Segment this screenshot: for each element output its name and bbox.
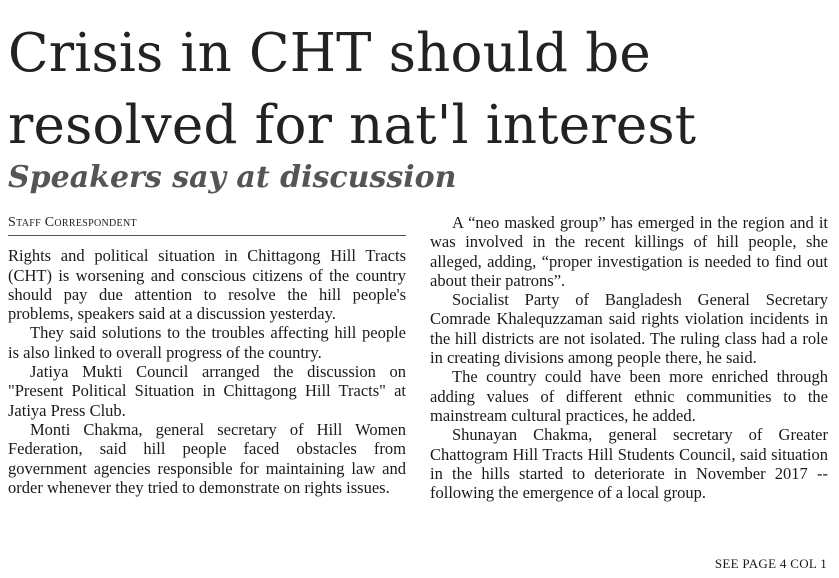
- paragraph: Rights and political situation in Chittagong Hill Tracts (CHT) is worsening and conscious citizens of the country should pay due attention to resolve the hill people's problems, speakers said at a discussion yesterday.: [8, 246, 406, 324]
- paragraph: Shunayan Chakma, general secretary of Greater Chattogram Hill Tracts Hill Students Council, said situation in the hills started to deteriorate in November 2017 -- following the emergence of a local group.: [430, 425, 828, 503]
- paragraph: A “neo masked group” has emerged in the region and it was involved in the recent killings of hill people, she alleged, adding, “proper investigation is needed to find out about their patrons”.: [430, 213, 828, 290]
- right-column: [430, 213, 828, 502]
- article-subheadline: Speakers say at discussion: [8, 160, 457, 195]
- paragraph: They said solutions to the troubles affecting hill people is also linked to overall progress of the country.: [8, 323, 406, 362]
- left-column: [8, 213, 406, 497]
- paragraph: The country could have been more enriched through adding values of different ethnic communities to the mainstream cultural practices, he added.: [430, 367, 828, 425]
- article-headline: Crisis in CHT should be resolved for nat'l interest: [8, 23, 697, 156]
- paragraph: Monti Chakma, general secretary of Hill Women Federation, said hill people faced obstacles from government agencies responsible for maintaining law and order whenever they tried to demonstrate on rights issues.: [8, 419, 406, 497]
- continuation-note: SEE PAGE 4 COL 1: [714, 556, 827, 571]
- paragraph: Jatiya Mukti Council arranged the discussion on "Present Political Situation in Chittagong Hill Tracts" at Jatiya Press Club.: [8, 362, 406, 420]
- paragraph: Socialist Party of Bangladesh General Secretary Comrade Khalequzzaman said rights violation incidents in the hill districts are not isolated. The ruling class had a role in creating divisions among people there, he said.: [430, 290, 828, 368]
- byline: Staff Correspondent: [8, 213, 406, 236]
